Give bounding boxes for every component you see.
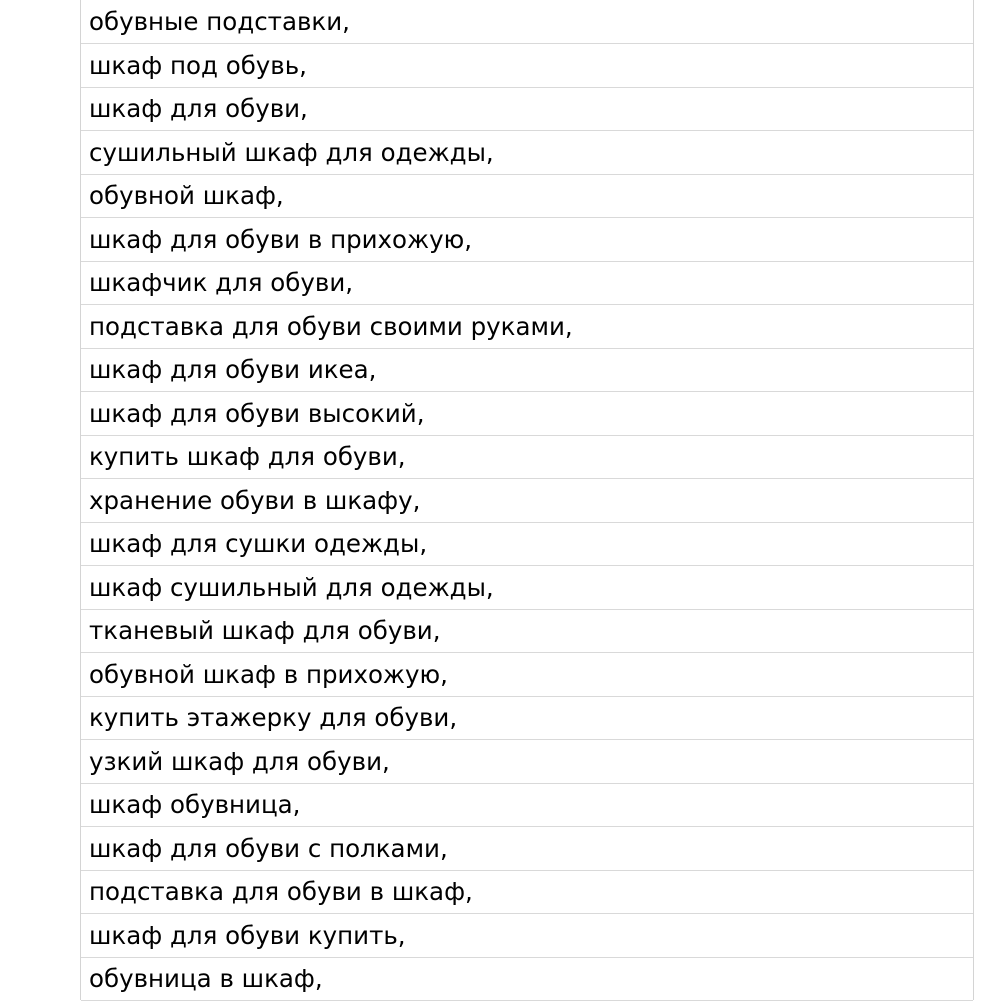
cell-row-9[interactable]: шкаф для обуви икеа, bbox=[81, 349, 973, 393]
cell-row-13[interactable]: шкаф для сушки одежды, bbox=[81, 523, 973, 567]
cell-row-5[interactable]: обувной шкаф, bbox=[81, 175, 973, 219]
cell-row-11[interactable]: купить шкаф для обуви, bbox=[81, 436, 973, 480]
cell-row-18[interactable]: узкий шкаф для обуви, bbox=[81, 740, 973, 784]
cell-row-1[interactable]: обувные подставки, bbox=[81, 0, 973, 44]
cell-row-2[interactable]: шкаф под обувь, bbox=[81, 44, 973, 88]
cell-row-6[interactable]: шкаф для обуви в прихожую, bbox=[81, 218, 973, 262]
cell-row-14[interactable]: шкаф сушильный для одежды, bbox=[81, 566, 973, 610]
cell-row-12[interactable]: хранение обуви в шкафу, bbox=[81, 479, 973, 523]
cell-row-8[interactable]: подставка для обуви своими руками, bbox=[81, 305, 973, 349]
cell-row-17[interactable]: купить этажерку для обуви, bbox=[81, 697, 973, 741]
cell-row-7[interactable]: шкафчик для обуви, bbox=[81, 262, 973, 306]
cell-row-20[interactable]: шкаф для обуви с полками, bbox=[81, 827, 973, 871]
cell-row-16[interactable]: обувной шкаф в прихожую, bbox=[81, 653, 973, 697]
cell-row-22[interactable]: шкаф для обуви купить, bbox=[81, 914, 973, 958]
cell-row-3[interactable]: шкаф для обуви, bbox=[81, 88, 973, 132]
cell-row-15[interactable]: тканевый шкаф для обуви, bbox=[81, 610, 973, 654]
cell-row-21[interactable]: подставка для обуви в шкаф, bbox=[81, 871, 973, 915]
cell-row-23[interactable]: обувница в шкаф, bbox=[81, 958, 973, 1001]
cell-row-19[interactable]: шкаф обувница, bbox=[81, 784, 973, 828]
cell-row-10[interactable]: шкаф для обуви высокий, bbox=[81, 392, 973, 436]
cell-row-4[interactable]: сушильный шкаф для одежды, bbox=[81, 131, 973, 175]
spreadsheet-column bbox=[80, 0, 974, 1000]
